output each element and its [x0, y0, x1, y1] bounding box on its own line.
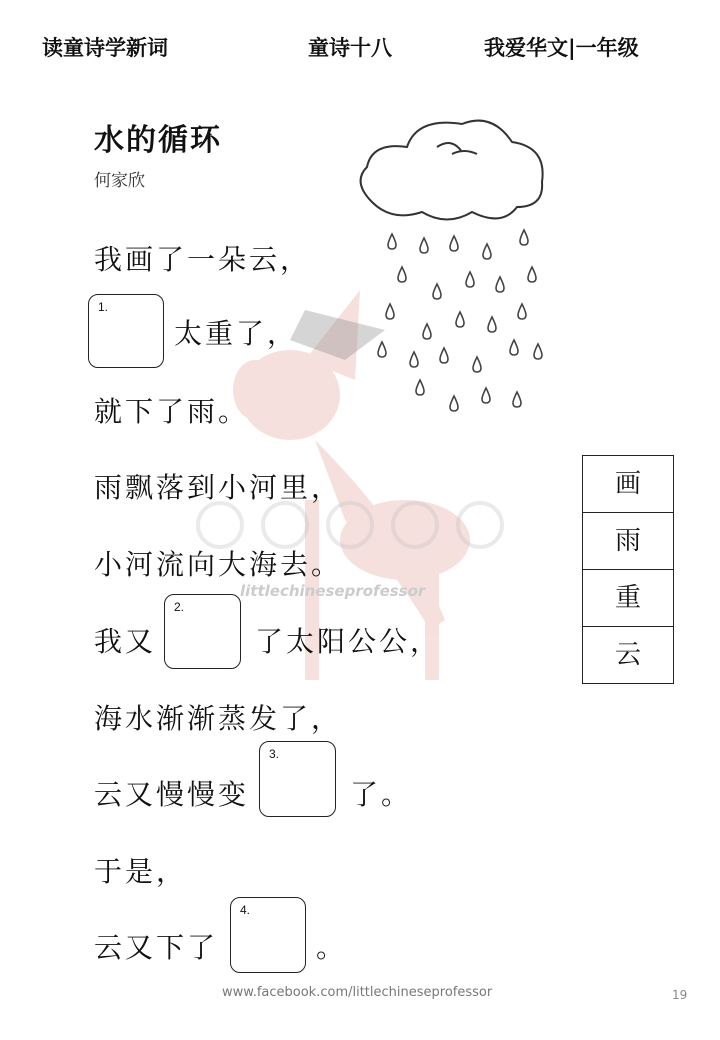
- poem-title: 水的循环: [94, 123, 222, 158]
- header-right: 我爱华文|一年级: [484, 36, 639, 60]
- blank-box-1[interactable]: [88, 294, 164, 368]
- poem-line-7: 海水渐渐蒸发了，: [94, 702, 343, 735]
- poem-line-10-start: 云又下了: [94, 931, 219, 964]
- word-bank-item[interactable]: 重: [583, 570, 673, 627]
- poem-line-1: 我画了一朵云，: [94, 243, 312, 276]
- blank-number-4: 4.: [240, 903, 251, 917]
- header-center: 童诗十八: [308, 36, 392, 60]
- poem-line-8-end: 了。: [350, 778, 413, 811]
- cloud-rain-illustration: [352, 112, 552, 422]
- blank-number-1: 1.: [98, 300, 109, 314]
- blank-number-3: 3.: [269, 747, 280, 761]
- poem-line-2-text: 太重了，: [174, 317, 299, 350]
- poem-line-6-end: 了太阳公公，: [255, 625, 442, 658]
- blank-box-4[interactable]: [230, 897, 306, 973]
- word-bank: [582, 455, 674, 684]
- poem-line-5: 小河流向大海去。: [94, 548, 343, 581]
- poem-line-3: 就下了雨。: [94, 395, 250, 428]
- word-bank-item[interactable]: 雨: [583, 513, 673, 570]
- header-left: 读童诗学新词: [42, 36, 168, 60]
- blank-box-3[interactable]: [259, 741, 336, 817]
- word-bank-item[interactable]: 云: [614, 640, 641, 670]
- poem-line-6-start: 我又: [94, 625, 157, 658]
- poem-line-8-start: 云又慢慢变: [94, 778, 250, 811]
- poem-author: 何家欣: [94, 171, 145, 191]
- poem-line-10-end: 。: [316, 931, 348, 964]
- blank-number-2: 2.: [174, 600, 185, 614]
- watermark-brand: littlechineseprofessor: [240, 582, 426, 600]
- footer-url: www.facebook.com/littlechineseprofessor: [222, 985, 493, 1000]
- page-number: 19: [672, 988, 688, 1002]
- poem-line-4: 雨飘落到小河里，: [94, 471, 343, 504]
- word-bank-item[interactable]: 画: [583, 456, 673, 513]
- blank-box-2[interactable]: [164, 594, 241, 669]
- poem-line-9: 于是，: [94, 855, 188, 888]
